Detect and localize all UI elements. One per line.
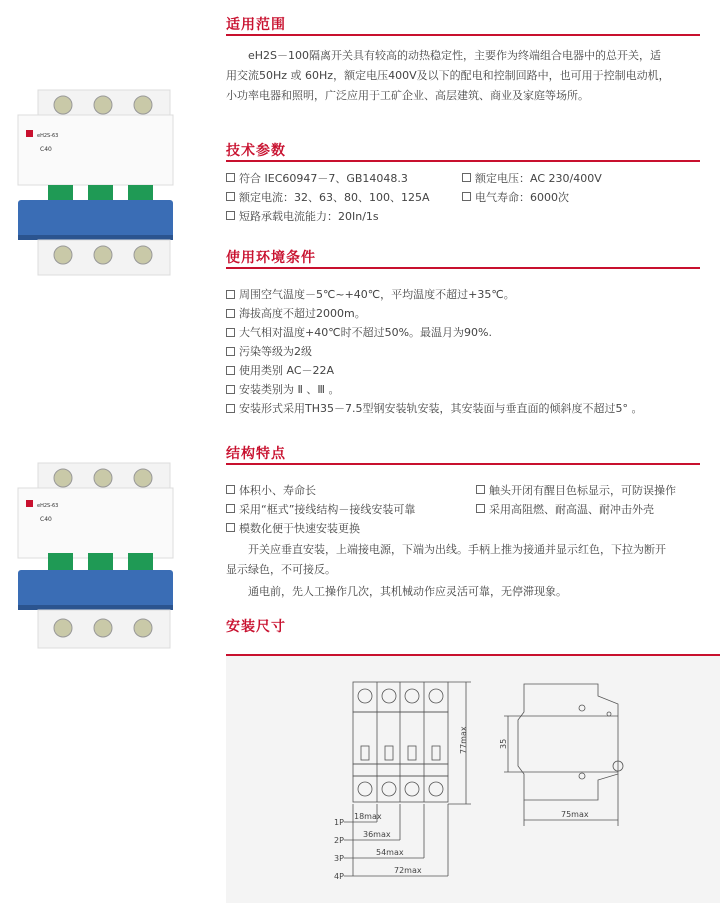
section-title-scope <box>226 14 700 36</box>
checkbox-icon <box>226 290 235 299</box>
product-model-text-2: eH2S-63 <box>37 503 59 509</box>
structure-line-1: 开关应垂直安装，上端接电源，下端为出线。手柄上推为接通并显示红色，下拉为断开 <box>248 543 666 556</box>
product-image-bottom <box>10 458 180 653</box>
checkbox-icon <box>476 485 485 494</box>
feature-row <box>226 480 696 499</box>
tech-row <box>226 187 696 206</box>
section-title-env <box>226 247 700 269</box>
scope-line-1: eH2S－100隔离开关具有较高的动热稳定性，主要作为终端组合电器中的总开关，适 <box>248 49 662 62</box>
feature-item: 体积小、寿命长 <box>239 483 316 497</box>
checkbox-icon <box>462 173 471 182</box>
list-item: 安装类别为 Ⅱ 、Ⅲ 。 <box>226 380 696 399</box>
checkbox-icon <box>226 309 235 318</box>
pole-label-3p: 3P <box>334 854 344 863</box>
dimension-drawing-panel <box>226 654 720 903</box>
feature-item: 模数化便于快速安装更换 <box>239 521 360 535</box>
dim-label-18: 18max <box>354 812 382 821</box>
tech-item: 电气寿命：6000次 <box>475 190 569 204</box>
pole-label-2p: 2P <box>334 836 344 845</box>
env-title-text: 使用环境条件 <box>226 250 316 266</box>
section-title-tech <box>226 140 700 162</box>
list-item: 使用类别 AC－22A <box>226 361 696 380</box>
dim-side-width-label: 75max <box>561 810 589 819</box>
dim-height-label: 77max <box>459 726 468 754</box>
list-item: 海拔高度不超过2000m。 <box>226 304 696 323</box>
env-list <box>226 285 696 418</box>
scope-paragraph <box>226 46 702 106</box>
tech-row <box>226 206 696 225</box>
scope-title-text: 适用范围 <box>226 17 286 33</box>
list-item: 周围空气温度－5℃~+40℃，平均温度不超过+35℃。 <box>226 285 696 304</box>
section-title-install <box>226 616 700 638</box>
install-title-text: 安装尺寸 <box>226 619 286 635</box>
tech-item: 短路承载电流能力：20In/1s <box>239 209 379 223</box>
feature-item: 采用高阻燃、耐高温、耐冲击外壳 <box>489 502 654 516</box>
checkbox-icon <box>462 192 471 201</box>
feature-row <box>226 518 696 537</box>
checkbox-icon <box>226 211 235 220</box>
checkbox-icon <box>226 192 235 201</box>
dim-side-height-label: 35 <box>499 738 508 749</box>
tech-params <box>226 168 696 225</box>
feature-item: 触头开闭有醒目色标显示，可防误操作 <box>489 483 676 497</box>
pole-label-1p: 1P <box>334 818 344 827</box>
checkbox-icon <box>226 404 235 413</box>
structure-title-text: 结构特点 <box>226 446 286 462</box>
structure-paragraph <box>226 540 702 602</box>
product-image-top <box>10 85 180 280</box>
checkbox-icon <box>226 347 235 356</box>
structure-line-2: 显示绿色，不可接反。 <box>226 563 336 576</box>
checkbox-icon <box>226 504 235 513</box>
dim-label-72: 72max <box>394 866 422 875</box>
checkbox-icon <box>226 523 235 532</box>
tech-title-text: 技术参数 <box>226 143 286 159</box>
scope-line-2: 用交流50Hz 或 60Hz，额定电压400V及以下的配电和控制回路中，也可用于控制电动机， <box>226 69 670 82</box>
section-title-structure <box>226 443 700 465</box>
pole-label-4p: 4P <box>334 872 344 881</box>
structure-features <box>226 480 696 537</box>
dimension-drawing <box>226 654 720 903</box>
tech-item: 额定电压：AC 230/400V <box>475 171 602 185</box>
checkbox-icon <box>476 504 485 513</box>
scope-line-3: 小功率电器和照明，广泛应用于工矿企业、高层建筑、商业及家庭等场所。 <box>226 89 589 102</box>
list-item: 安装形式采用TH35－7.5型钢安装轨安装，其安装面与垂直面的倾斜度不超过5° 。 <box>226 399 696 418</box>
structure-line-3: 通电前，先人工操作几次，其机械动作应灵活可靠，无停滞现象。 <box>248 585 567 598</box>
checkbox-icon <box>226 485 235 494</box>
product-model-text: eH2S-63 <box>37 133 59 139</box>
tech-row <box>226 168 696 187</box>
checkbox-icon <box>226 328 235 337</box>
feature-item: 采用“框式”接线结构－接线安装可靠 <box>239 502 416 516</box>
tech-item: 符合 IEC60947－7、GB14048.3 <box>239 171 408 185</box>
product-rating-text-2: C40 <box>40 516 52 523</box>
list-item: 大气相对温度+40℃时不超过50%。最温月为90%. <box>226 323 696 342</box>
product-rating-text: C40 <box>40 146 52 153</box>
checkbox-icon <box>226 173 235 182</box>
checkbox-icon <box>226 366 235 375</box>
dim-label-54: 54max <box>376 848 404 857</box>
dim-label-36: 36max <box>363 830 391 839</box>
feature-row <box>226 499 696 518</box>
checkbox-icon <box>226 385 235 394</box>
tech-item: 额定电流：32、63、80、100、125A <box>239 190 430 204</box>
list-item: 污染等级为2级 <box>226 342 696 361</box>
